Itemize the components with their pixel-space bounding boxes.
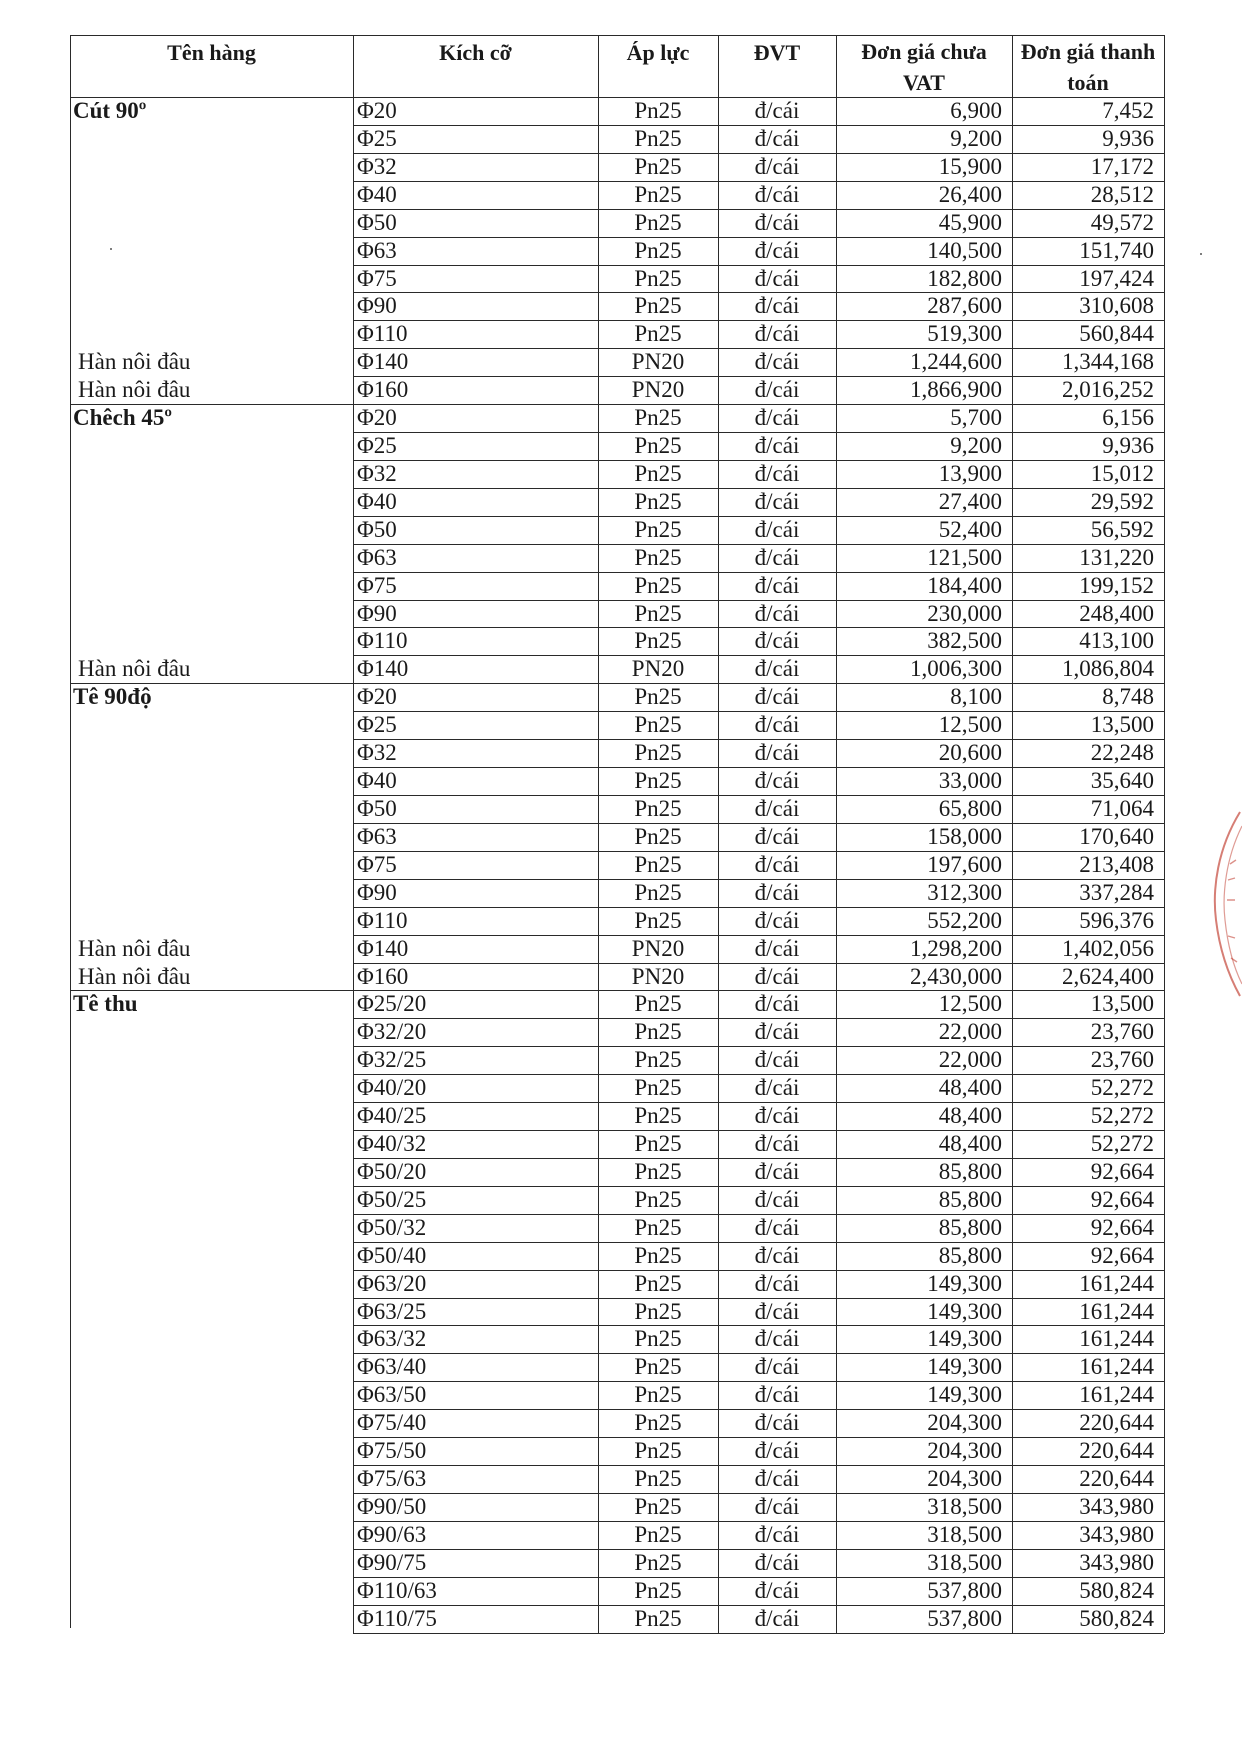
price-excl-vat-cell: 287,600 [927,293,1002,319]
price-total-cell: 560,844 [1079,321,1154,347]
unit-cell: đ/cái [754,377,800,403]
price-excl-vat-cell: 184,400 [927,572,1002,598]
pressure-cell: Pn25 [634,460,682,486]
price-excl-vat-cell: 121,500 [927,544,1002,570]
price-excl-vat-cell: 1,866,900 [910,377,1002,403]
size-cell: Φ110/63 [357,1577,437,1603]
size-cell: Φ50/32 [357,1214,427,1240]
unit-cell: đ/cái [754,98,800,123]
unit-cell: đ/cái [754,656,800,682]
pressure-cell: Pn25 [634,1410,682,1436]
unit-cell: đ/cái [754,405,800,431]
size-cell: Φ50/20 [357,1158,427,1184]
header-don-gia-thanh-toan: Đơn giá thanh toán [1020,39,1156,95]
price-total-cell: 29,592 [1090,488,1154,514]
price-excl-vat-cell: 48,400 [938,1075,1002,1101]
unit-cell: đ/cái [754,1354,800,1380]
unit-cell: đ/cái [754,1131,800,1157]
price-excl-vat-cell: 85,800 [938,1158,1002,1184]
pressure-cell: PN20 [631,656,685,682]
size-cell: Φ75/50 [357,1438,427,1464]
price-total-cell: 310,608 [1079,293,1154,319]
unit-cell: đ/cái [754,1019,800,1045]
pressure-cell: Pn25 [634,433,682,459]
scan-speck [110,248,112,250]
pressure-cell: Pn25 [634,684,682,710]
price-excl-vat-cell: 318,500 [927,1521,1002,1547]
price-excl-vat-cell: 158,000 [927,823,1002,849]
pressure-cell: Pn25 [634,1326,682,1352]
unit-cell: đ/cái [754,991,800,1017]
pressure-cell: Pn25 [634,516,682,542]
pressure-cell: Pn25 [634,544,682,570]
size-cell: Φ32 [357,460,397,486]
size-cell: Φ110 [357,907,408,933]
price-total-cell: 337,284 [1079,879,1154,905]
pressure-cell: Pn25 [634,405,682,431]
price-excl-vat-cell: 20,600 [938,740,1002,766]
unit-cell: đ/cái [754,1075,800,1101]
pressure-cell: Pn25 [634,1075,682,1101]
pressure-cell: Pn25 [634,1354,682,1380]
price-excl-vat-cell: 27,400 [938,488,1002,514]
size-cell: Φ63/50 [357,1382,427,1408]
price-excl-vat-cell: 230,000 [927,600,1002,626]
pressure-cell: Pn25 [634,1047,682,1073]
pressure-cell: Pn25 [634,768,682,794]
price-total-cell: 92,664 [1090,1214,1154,1240]
price-total-cell: 151,740 [1079,237,1154,263]
price-total-cell: 9,936 [1102,433,1154,459]
price-total-cell: 220,644 [1079,1410,1154,1436]
pressure-cell: Pn25 [634,572,682,598]
price-total-cell: 248,400 [1079,600,1154,626]
price-excl-vat-cell: 26,400 [938,181,1002,207]
weld-note: Hàn nôi đâu [78,963,191,989]
pressure-cell: Pn25 [634,1549,682,1575]
size-cell: Φ90 [357,293,397,319]
price-excl-vat-cell: 140,500 [927,237,1002,263]
unit-cell: đ/cái [754,1382,800,1408]
group-name: Tê thu [73,991,138,1017]
size-cell: Φ63/40 [357,1354,427,1380]
size-cell: Φ110/75 [357,1605,437,1631]
unit-cell: đ/cái [754,1494,800,1519]
size-cell: Φ50/40 [357,1242,427,1268]
price-total-cell: 2,016,252 [1062,377,1154,403]
unit-cell: đ/cái [754,684,800,710]
price-total-cell: 23,760 [1090,1019,1154,1045]
size-cell: Φ40 [357,768,397,794]
unit-cell: đ/cái [754,460,800,486]
price-total-cell: 71,064 [1090,796,1154,821]
price-total-cell: 131,220 [1079,544,1154,570]
price-excl-vat-cell: 48,400 [938,1131,1002,1157]
price-excl-vat-cell: 22,000 [938,1047,1002,1073]
unit-cell: đ/cái [754,237,800,263]
size-cell: Φ25/20 [357,991,427,1017]
price-excl-vat-cell: 22,000 [938,1019,1002,1045]
header-don-gia-chua-vat: Đơn giá chưa VAT [861,39,987,95]
price-total-cell: 220,644 [1079,1438,1154,1464]
pressure-cell: Pn25 [634,209,682,235]
size-cell: Φ75 [357,851,397,877]
price-total-cell: 343,980 [1079,1494,1154,1519]
unit-cell: đ/cái [754,1158,800,1184]
pressure-cell: Pn25 [634,1298,682,1324]
price-excl-vat-cell: 85,800 [938,1242,1002,1268]
price-total-cell: 15,012 [1090,460,1154,486]
size-cell: Φ40 [357,181,397,207]
price-excl-vat-cell: 204,300 [927,1466,1002,1492]
unit-cell: đ/cái [754,293,800,319]
unit-cell: đ/cái [754,181,800,207]
size-cell: Φ140 [357,935,409,961]
unit-cell: đ/cái [754,740,800,766]
price-total-cell: 92,664 [1090,1242,1154,1268]
pressure-cell: Pn25 [634,740,682,766]
unit-cell: đ/cái [754,935,800,961]
price-total-cell: 92,664 [1090,1158,1154,1184]
pressure-cell: PN20 [631,963,685,989]
price-total-cell: 8,748 [1102,684,1154,710]
stamp-mark [1200,808,1242,998]
size-cell: Φ32 [357,740,397,766]
price-excl-vat-cell: 318,500 [927,1494,1002,1519]
price-total-cell: 49,572 [1090,209,1154,235]
size-cell: Φ50 [357,209,397,235]
price-excl-vat-cell: 52,400 [938,516,1002,542]
pressure-cell: Pn25 [634,851,682,877]
unit-cell: đ/cái [754,544,800,570]
column-rule [353,35,354,1633]
price-total-cell: 56,592 [1090,516,1154,542]
price-total-cell: 17,172 [1090,153,1154,179]
unit-cell: đ/cái [754,879,800,905]
unit-cell: đ/cái [754,1270,800,1296]
price-total-cell: 52,272 [1090,1075,1154,1101]
unit-cell: đ/cái [754,1326,800,1352]
size-cell: Φ25 [357,712,397,738]
unit-cell: đ/cái [754,1521,800,1547]
unit-cell: đ/cái [754,768,800,794]
scan-speck [1200,253,1202,255]
price-excl-vat-cell: 197,600 [927,851,1002,877]
unit-cell: đ/cái [754,572,800,598]
size-cell: Φ90/75 [357,1549,427,1575]
price-excl-vat-cell: 45,900 [938,209,1002,235]
unit-cell: đ/cái [754,712,800,738]
price-excl-vat-cell: 85,800 [938,1214,1002,1240]
unit-cell: đ/cái [754,823,800,849]
size-cell: Φ32/20 [357,1019,427,1045]
price-excl-vat-cell: 13,900 [938,460,1002,486]
unit-cell: đ/cái [754,1298,800,1324]
pressure-cell: Pn25 [634,1214,682,1240]
price-total-cell: 170,640 [1079,823,1154,849]
price-excl-vat-cell: 552,200 [927,907,1002,933]
price-excl-vat-cell: 12,500 [938,712,1002,738]
pressure-cell: Pn25 [634,153,682,179]
price-excl-vat-cell: 33,000 [938,768,1002,794]
price-excl-vat-cell: 149,300 [927,1354,1002,1380]
unit-cell: đ/cái [754,907,800,933]
size-cell: Φ25 [357,433,397,459]
pressure-cell: Pn25 [634,237,682,263]
pressure-cell: Pn25 [634,1577,682,1603]
size-cell: Φ63 [357,823,397,849]
pressure-cell: PN20 [631,377,685,403]
pressure-cell: Pn25 [634,98,682,123]
size-cell: Φ40 [357,488,397,514]
size-cell: Φ32 [357,153,397,179]
unit-cell: đ/cái [754,153,800,179]
unit-cell: đ/cái [754,433,800,459]
price-total-cell: 580,824 [1079,1577,1154,1603]
pressure-cell: Pn25 [634,600,682,626]
pressure-cell: Pn25 [634,125,682,151]
pressure-cell: Pn25 [634,181,682,207]
pressure-cell: Pn25 [634,293,682,319]
price-excl-vat-cell: 149,300 [927,1298,1002,1324]
size-cell: Φ90/50 [357,1494,427,1519]
pressure-cell: Pn25 [634,321,682,347]
price-excl-vat-cell: 15,900 [938,153,1002,179]
unit-cell: đ/cái [754,1605,800,1631]
unit-cell: đ/cái [754,321,800,347]
price-excl-vat-cell: 8,100 [950,684,1002,710]
price-total-cell: 161,244 [1079,1382,1154,1408]
pressure-cell: Pn25 [634,1131,682,1157]
price-excl-vat-cell: 312,300 [927,879,1002,905]
size-cell: Φ63/25 [357,1298,427,1324]
size-cell: Φ75/63 [357,1466,427,1492]
price-excl-vat-cell: 48,400 [938,1103,1002,1129]
price-total-cell: 161,244 [1079,1326,1154,1352]
price-total-cell: 413,100 [1079,628,1154,654]
unit-cell: đ/cái [754,1577,800,1603]
pressure-cell: Pn25 [634,1466,682,1492]
pressure-cell: Pn25 [634,1019,682,1045]
group-name: Tê 90độ [73,684,152,710]
unit-cell: đ/cái [754,209,800,235]
unit-cell: đ/cái [754,488,800,514]
unit-cell: đ/cái [754,1242,800,1268]
header-kich-co: Kích cỡ [439,40,512,65]
price-total-cell: 92,664 [1090,1186,1154,1212]
price-total-cell: 23,760 [1090,1047,1154,1073]
unit-cell: đ/cái [754,600,800,626]
price-excl-vat-cell: 1,244,600 [910,349,1002,375]
price-excl-vat-cell: 65,800 [938,796,1002,821]
unit-cell: đ/cái [754,1438,800,1464]
price-excl-vat-cell: 382,500 [927,628,1002,654]
unit-cell: đ/cái [754,796,800,821]
pressure-cell: Pn25 [634,1242,682,1268]
price-total-cell: 1,086,804 [1062,656,1154,682]
weld-note: Hàn nôi đâu [78,656,191,682]
price-total-cell: 596,376 [1079,907,1154,933]
price-total-cell: 1,402,056 [1062,935,1154,961]
unit-cell: đ/cái [754,1214,800,1240]
weld-note: Hàn nôi đâu [78,935,191,961]
unit-cell: đ/cái [754,1410,800,1436]
pressure-cell: Pn25 [634,265,682,291]
price-total-cell: 6,156 [1102,405,1154,431]
size-cell: Φ140 [357,349,409,375]
size-cell: Φ110 [357,628,408,654]
size-cell: Φ25 [357,125,397,151]
price-excl-vat-cell: 318,500 [927,1549,1002,1575]
size-cell: Φ110 [357,321,408,347]
price-total-cell: 52,272 [1090,1103,1154,1129]
price-excl-vat-cell: 6,900 [950,98,1002,123]
size-cell: Φ75 [357,572,397,598]
price-excl-vat-cell: 149,300 [927,1382,1002,1408]
price-excl-vat-cell: 149,300 [927,1270,1002,1296]
pressure-cell: Pn25 [634,628,682,654]
pressure-cell: Pn25 [634,796,682,821]
unit-cell: đ/cái [754,516,800,542]
weld-note: Hàn nôi đâu [78,377,191,403]
price-total-cell: 35,640 [1090,768,1154,794]
price-excl-vat-cell: 519,300 [927,321,1002,347]
size-cell: Φ160 [357,377,409,403]
size-cell: Φ160 [357,963,409,989]
pressure-cell: Pn25 [634,907,682,933]
unit-cell: đ/cái [754,1466,800,1492]
size-cell: Φ140 [357,656,409,682]
price-total-cell: 220,644 [1079,1466,1154,1492]
unit-cell: đ/cái [754,125,800,151]
group-name: Cút 90º [73,98,147,123]
price-total-cell: 161,244 [1079,1354,1154,1380]
unit-cell: đ/cái [754,963,800,989]
price-excl-vat-cell: 12,500 [938,991,1002,1017]
price-total-cell: 13,500 [1090,712,1154,738]
table-left-rule [70,35,71,1628]
price-excl-vat-cell: 182,800 [927,265,1002,291]
pressure-cell: Pn25 [634,823,682,849]
size-cell: Φ40/20 [357,1075,427,1101]
size-cell: Φ90 [357,600,397,626]
header-ap-luc: Áp lực [626,40,690,65]
pressure-cell: Pn25 [634,1103,682,1129]
unit-cell: đ/cái [754,1103,800,1129]
price-excl-vat-cell: 1,006,300 [910,656,1002,682]
pressure-cell: PN20 [631,349,685,375]
size-cell: Φ63/32 [357,1326,427,1352]
unit-cell: đ/cái [754,1549,800,1575]
price-total-cell: 343,980 [1079,1549,1154,1575]
price-total-cell: 1,344,168 [1062,349,1154,375]
pressure-cell: Pn25 [634,488,682,514]
size-cell: Φ63 [357,544,397,570]
header-dvt: ĐVT [753,40,801,65]
size-cell: Φ75 [357,265,397,291]
price-excl-vat-cell: 537,800 [927,1577,1002,1603]
pressure-cell: Pn25 [634,1186,682,1212]
size-cell: Φ90/63 [357,1521,427,1547]
price-excl-vat-cell: 5,700 [950,405,1002,431]
group-name: Chêch 45º [73,405,172,431]
price-total-cell: 13,500 [1090,991,1154,1017]
price-total-cell: 9,936 [1102,125,1154,151]
unit-cell: đ/cái [754,628,800,654]
pressure-cell: Pn25 [634,1158,682,1184]
size-cell: Φ90 [357,879,397,905]
price-total-cell: 197,424 [1079,265,1154,291]
pressure-cell: Pn25 [634,1438,682,1464]
unit-cell: đ/cái [754,349,800,375]
pressure-cell: Pn25 [634,1521,682,1547]
pressure-cell: PN20 [631,935,685,961]
size-cell: Φ20 [357,405,397,431]
unit-cell: đ/cái [754,265,800,291]
pressure-cell: Pn25 [634,712,682,738]
pressure-cell: Pn25 [634,1382,682,1408]
price-total-cell: 580,824 [1079,1605,1154,1631]
price-total-cell: 7,452 [1102,98,1154,123]
price-excl-vat-cell: 204,300 [927,1410,1002,1436]
size-cell: Φ50/25 [357,1186,427,1212]
pressure-cell: Pn25 [634,879,682,905]
size-cell: Φ40/25 [357,1103,427,1129]
size-cell: Φ50 [357,796,397,821]
price-excl-vat-cell: 204,300 [927,1438,1002,1464]
price-excl-vat-cell: 85,800 [938,1186,1002,1212]
column-rule [1164,35,1165,1633]
unit-cell: đ/cái [754,1047,800,1073]
price-total-cell: 213,408 [1079,851,1154,877]
size-cell: Φ20 [357,98,397,123]
price-total-cell: 343,980 [1079,1521,1154,1547]
size-cell: Φ50 [357,516,397,542]
price-excl-vat-cell: 537,800 [927,1605,1002,1631]
size-cell: Φ20 [357,684,397,710]
price-excl-vat-cell: 2,430,000 [910,963,1002,989]
unit-cell: đ/cái [754,1186,800,1212]
price-total-cell: 161,244 [1079,1298,1154,1324]
header-ten-hang: Tên hàng [167,40,256,65]
price-excl-vat-cell: 149,300 [927,1326,1002,1352]
price-total-cell: 22,248 [1090,740,1154,766]
size-cell: Φ63/20 [357,1270,427,1296]
row-rule [353,1633,1164,1634]
pressure-cell: Pn25 [634,1605,682,1631]
size-cell: Φ40/32 [357,1131,427,1157]
price-total-cell: 199,152 [1079,572,1154,598]
price-total-cell: 2,624,400 [1062,963,1154,989]
pressure-cell: Pn25 [634,1270,682,1296]
price-excl-vat-cell: 1,298,200 [910,935,1002,961]
size-cell: Φ63 [357,237,397,263]
size-cell: Φ32/25 [357,1047,427,1073]
size-cell: Φ75/40 [357,1410,427,1436]
price-excl-vat-cell: 9,200 [950,125,1002,151]
price-total-cell: 28,512 [1090,181,1154,207]
price-total-cell: 161,244 [1079,1270,1154,1296]
price-total-cell: 52,272 [1090,1131,1154,1157]
unit-cell: đ/cái [754,851,800,877]
pressure-cell: Pn25 [634,1494,682,1519]
weld-note: Hàn nôi đâu [78,349,191,375]
price-excl-vat-cell: 9,200 [950,433,1002,459]
pressure-cell: Pn25 [634,991,682,1017]
